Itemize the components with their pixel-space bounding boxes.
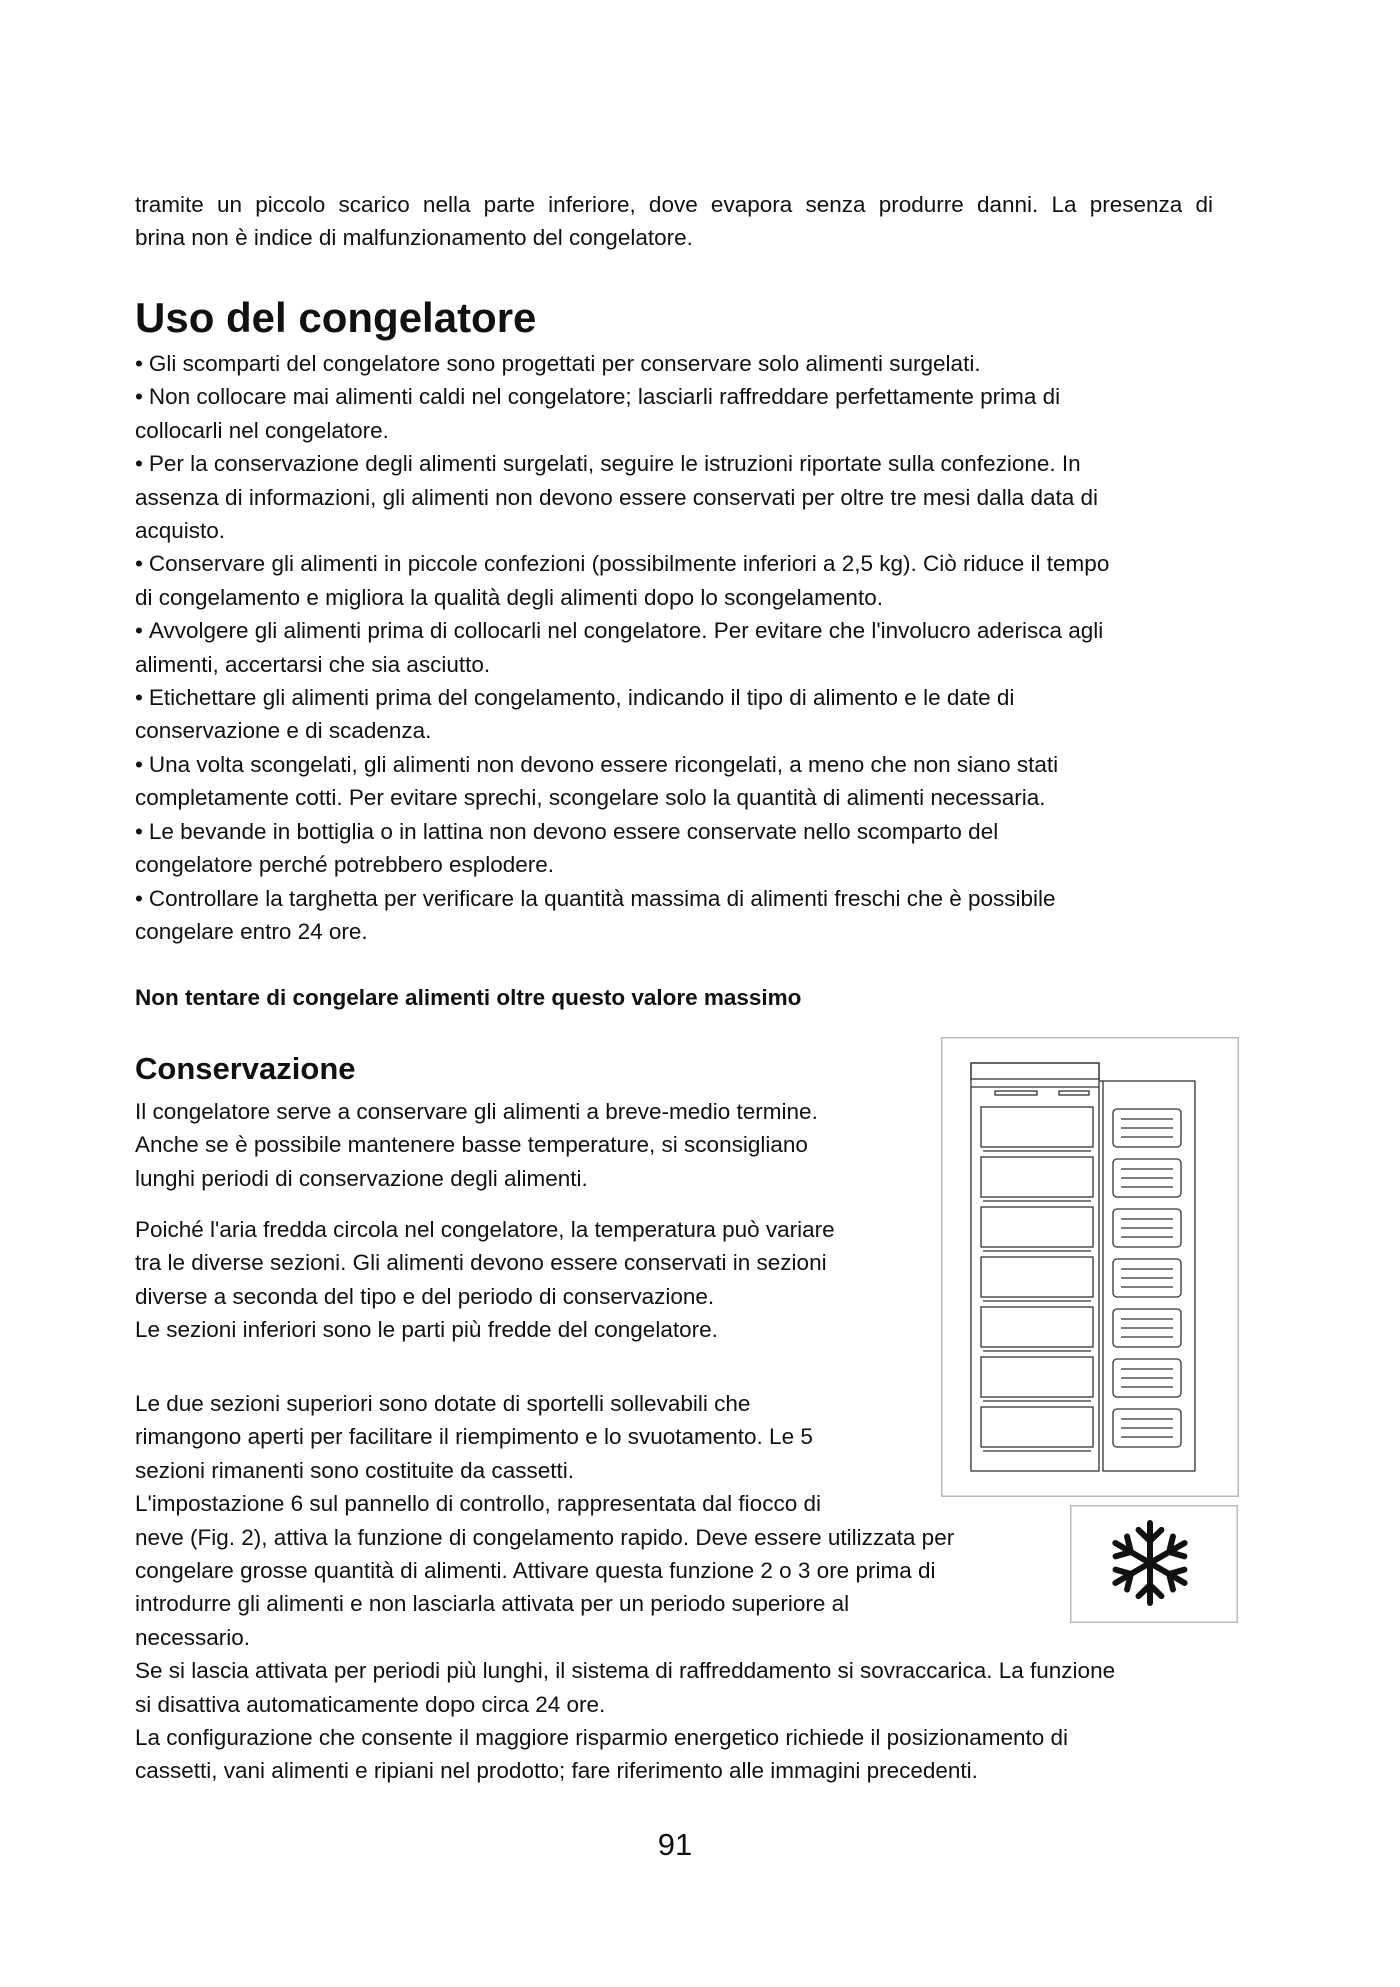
para-line: Anche se è possibile mantenere basse temperature, si sconsigliano [135, 1132, 808, 1158]
bullet-glyph: • [135, 351, 143, 376]
bullet-line [135, 347, 1225, 380]
bullet-text: congelatore perché potrebbero esplodere. [135, 852, 555, 878]
bullet-glyph: • [135, 818, 143, 844]
bullet-line [135, 447, 1225, 480]
bullet-line [135, 848, 1225, 881]
para-line: lunghi periodi di conservazione degli alimenti. [135, 1165, 588, 1191]
para-line: Le sezioni inferiori sono le parti più fredde del congelatore. [135, 1317, 718, 1343]
bullet-glyph: • [135, 885, 143, 911]
bullet-text: alimenti, accertarsi che sia asciutto. [135, 651, 491, 677]
para-line: tra le diverse sezioni. Gli alimenti devono essere conservati in sezioni [135, 1250, 827, 1276]
bullet-glyph: • [135, 384, 143, 410]
snowflake-branch [1116, 1552, 1131, 1556]
para-line: diverse a seconda del tipo e del periodo di conservazione. [135, 1283, 715, 1309]
bullet-line [135, 514, 1225, 547]
para-line: rimangono aperti per facilitare il riempimento e lo svuotamento. Le 5 [135, 1424, 813, 1450]
para-line: neve (Fig. 2), attiva la funzione di congelamento rapido. Deve essere utilizzata per [135, 1524, 955, 1550]
para-line: Poiché l'aria fredda circola nel congelatore, la temperatura può variare [135, 1217, 835, 1242]
intro-line: tramite un piccolo scarico nella parte inferiore, dove evapora senza produrre danni. La presenza di [135, 192, 1213, 217]
bullet-glyph: • [135, 751, 143, 777]
bullet-item [135, 380, 1225, 447]
bullet-glyph: • [135, 685, 143, 711]
bullet-glyph: • [135, 451, 143, 477]
bullet-line [135, 380, 1225, 413]
snowflake-branch [1169, 1536, 1173, 1552]
bullet-text: Conservare gli alimenti in piccole confezioni (possibilmente inferiori a 2,5 kg). Ciò riduce il tempo [148, 551, 1110, 577]
para-line: si disattiva automaticamente dopo circa 24 ore. [135, 1691, 606, 1717]
snowflake-icon [1070, 1505, 1238, 1623]
bullet-text: Etichettare gli alimenti prima del congelamento, indicando il tipo di alimento e le date di [148, 685, 1015, 711]
para-line: congelare grosse quantità di alimenti. Attivare questa funzione 2 o 3 ore prima di [135, 1558, 936, 1584]
bullet-text: Le bevande in bottiglia o in lattina non devono essere conservate nello scomparto del [148, 818, 999, 844]
bullet-text: Controllare la targhetta per verificare la quantità massima di alimenti freschi che è possibile [148, 885, 1056, 911]
bullet-line [135, 547, 1225, 580]
bullet-item [135, 882, 1225, 949]
bullet-text: Gli scomparti del congelatore sono progettati per conservare solo alimenti surgelati. [148, 351, 981, 376]
snowflake-figure-svg [1070, 1505, 1238, 1623]
bullet-text: Non collocare mai alimenti caldi nel congelatore; lasciarli raffreddare perfettamente prima di [148, 384, 1061, 410]
section-title-conservazione: Conservazione [135, 1051, 356, 1086]
para-line: introdurre gli alimenti e non lasciarla attivata per un periodo superiore al [135, 1591, 850, 1617]
para-line: sezioni rimanenti sono costituite da cassetti. [135, 1457, 574, 1483]
bullet-line [135, 748, 1225, 781]
bullet-text: congelare entro 24 ore. [135, 918, 368, 944]
bullet-text: di congelamento e migliora la qualità degli alimenti dopo lo scongelamento. [135, 584, 883, 610]
bullet-line [135, 781, 1225, 814]
bullet-item [135, 547, 1225, 614]
para-line: Se si lascia attivata per periodi più lunghi, il sistema di raffreddamento si sovraccarica. La funzione [135, 1658, 1116, 1684]
bullet-line [135, 581, 1225, 614]
para-line: Le due sezioni superiori sono dotate di sportelli sollevabili che [135, 1391, 751, 1416]
bullet-line [135, 815, 1225, 848]
bullet-item [135, 681, 1225, 748]
conservazione-para-2 [135, 1213, 835, 1347]
bullet-item [135, 447, 1225, 547]
freezer-open-door-icon [941, 1037, 1239, 1497]
para-line: necessario. [135, 1624, 251, 1650]
bullet-line [135, 614, 1225, 647]
para-line: L'impostazione 6 sul pannello di controllo, rappresentata dal fiocco di [135, 1491, 821, 1517]
section-title-uso: Uso del congelatore [135, 294, 537, 341]
snowflake-branch [1169, 1570, 1184, 1574]
para-line: cassetti, vani alimenti e ripiani nel prodotto; fare riferimento alle immagini precedenti. [135, 1758, 978, 1784]
intro-line: brina non è indice di malfunzionamento del congelatore. [135, 225, 693, 251]
bullet-text: Per la conservazione degli alimenti surgelati, seguire le istruzioni riportate sulla confezione. In [148, 451, 1081, 477]
bullet-text: conservazione e di scadenza. [135, 718, 432, 744]
bullet-text: Avvolgere gli alimenti prima di collocarli nel congelatore. Per evitare che l'involucro aderisca agli [148, 618, 1104, 644]
page-number: 91 [657, 1827, 693, 1862]
bullet-text: Una volta scongelati, gli alimenti non devono essere ricongelati, a meno che non siano stati [148, 751, 1059, 777]
bullet-item [135, 347, 1225, 380]
bullet-text: acquisto. [135, 518, 226, 544]
bullet-glyph: • [135, 618, 143, 644]
bullet-line [135, 414, 1225, 447]
bullet-line [135, 714, 1225, 747]
warning-note: Non tentare di congelare alimenti oltre questo valore massimo [135, 985, 802, 1010]
bullet-line [135, 648, 1225, 681]
intro-paragraph [135, 188, 1213, 255]
para-line: Il congelatore serve a conservare gli alimenti a breve-medio termine. [135, 1099, 818, 1124]
para-line: La configurazione che consente il maggiore risparmio energetico richiede il posizionamento di [135, 1725, 1069, 1751]
bullet-item [135, 748, 1225, 815]
bullet-line [135, 882, 1225, 915]
bullet-line [135, 481, 1225, 514]
bullet-list [135, 347, 1225, 948]
conservazione-para-1 [135, 1095, 818, 1195]
bullet-line [135, 681, 1225, 714]
freezer-figure-svg [941, 1037, 1239, 1497]
bullet-text: assenza di informazioni, gli alimenti non devono essere conservati per oltre tre mesi dalla data di [135, 484, 1099, 510]
bullet-line [135, 915, 1225, 948]
bullet-text: completamente cotti. Per evitare sprechi, scongelare solo la quantità di alimenti necessaria. [135, 785, 1046, 811]
bullet-item [135, 815, 1225, 882]
bullet-item [135, 614, 1225, 681]
bullet-text: collocarli nel congelatore. [135, 417, 389, 443]
snowflake-branch [1127, 1574, 1131, 1590]
bullet-glyph: • [135, 551, 143, 577]
